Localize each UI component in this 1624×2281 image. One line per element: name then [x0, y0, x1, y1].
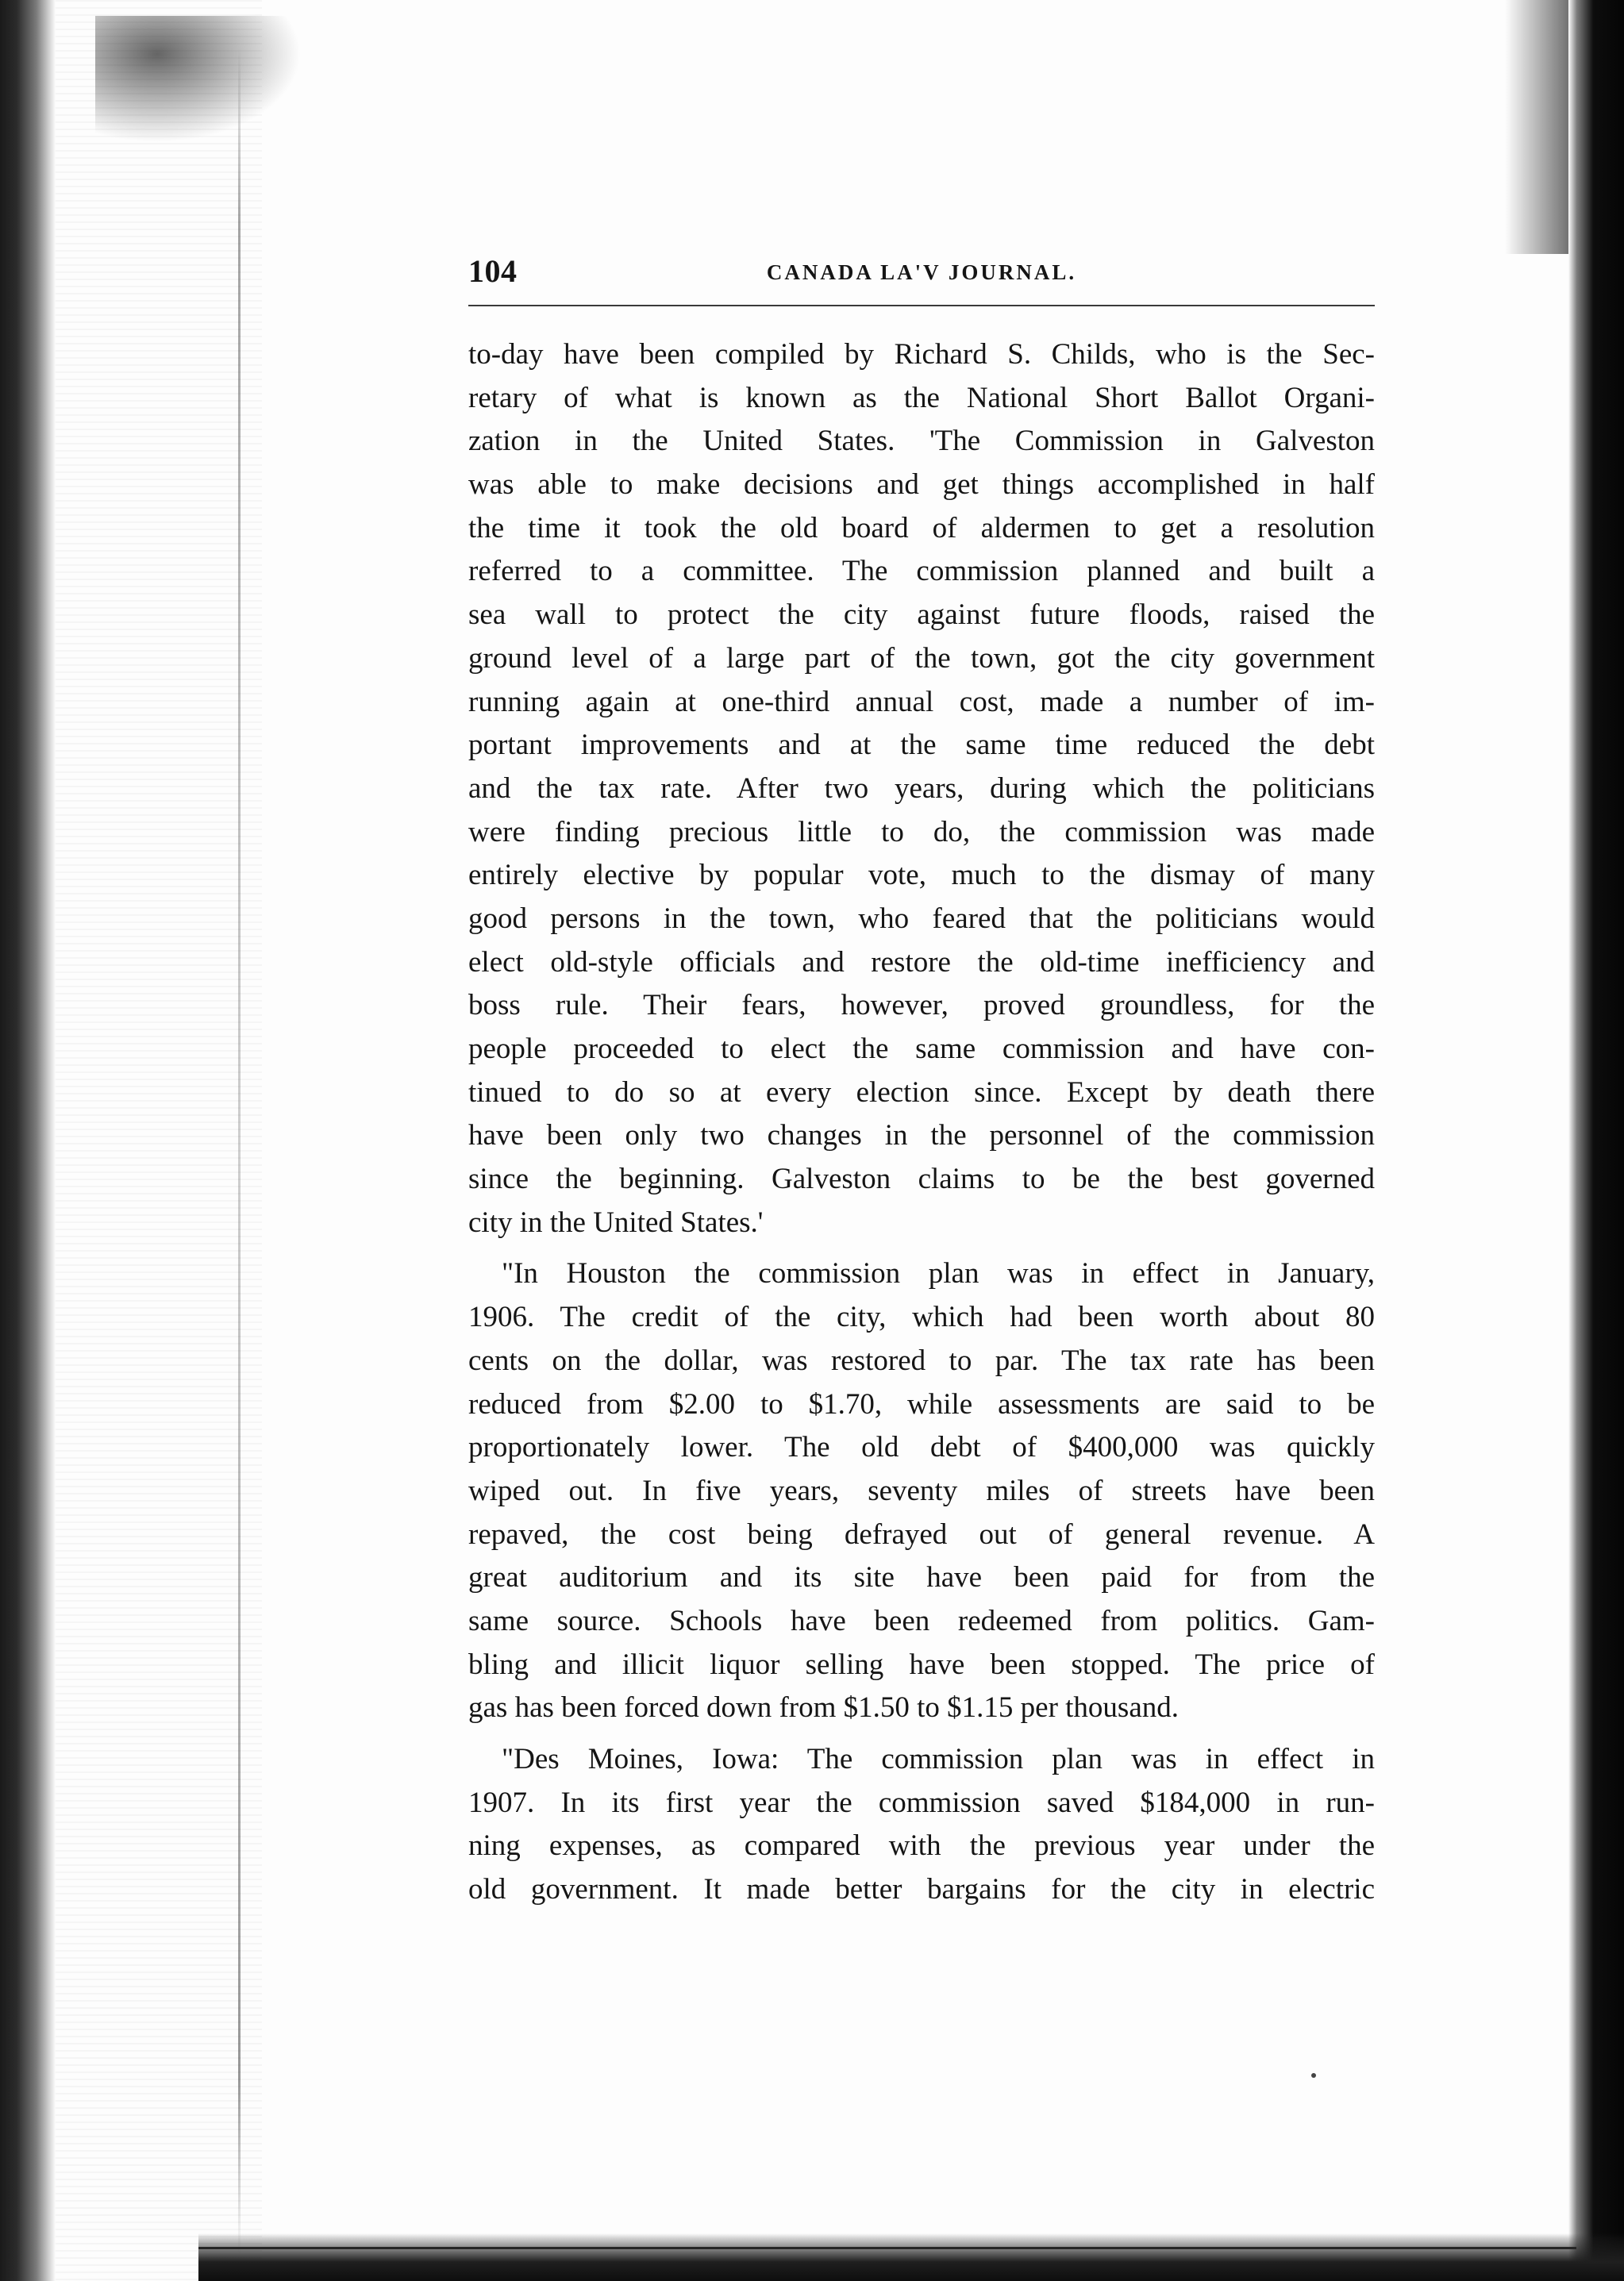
text-line: entirely elective by popular vote, much to the dismay of many	[468, 859, 1375, 892]
text-line: running again at one-third annual cost, made a number of im-	[468, 685, 1375, 718]
text-line: portant improvements and at the same time reduced the debt	[468, 729, 1375, 762]
journal-title: CANADA LA'V JOURNAL.	[766, 260, 1077, 284]
text-line: proportionately lower. The old debt of $400,000 was quickly	[468, 1431, 1375, 1464]
bottom-edge-shadow	[198, 2233, 1624, 2281]
text-line: have been only two changes in the personnel of the commission	[468, 1119, 1375, 1152]
text-line: boss rule. Their fears, however, proved groundless, for the	[468, 989, 1375, 1022]
text-line: and the tax rate. After two years, during which the politicians	[468, 771, 1375, 805]
text-line: city in the United States.'	[468, 1206, 764, 1239]
page-edge-shadow	[1568, 0, 1624, 2281]
text-line: the time it took the old board of aldermen to get a resolution	[468, 511, 1375, 544]
text-line: to-day have been compiled by Richard S. Childs, who is the Sec-	[468, 338, 1375, 371]
text-line: ground level of a large part of the town, got the city government	[468, 641, 1375, 675]
text-line: great auditorium and its site have been paid for from the	[468, 1561, 1375, 1594]
margin-line	[238, 48, 241, 2254]
ink-speck	[1311, 2073, 1316, 2078]
text-line: same source. Schools have been redeemed from politics. Gam-	[468, 1604, 1375, 1637]
text-line: wiped out. In five years, seventy miles of streets have been	[468, 1474, 1375, 1507]
running-head	[468, 252, 1375, 302]
paragraph-gap	[468, 1730, 1375, 1738]
text-line: were finding precious little to do, the commission was made	[468, 815, 1375, 848]
paragraph-gap	[468, 1244, 1375, 1252]
binding-shadow	[0, 0, 56, 2281]
text-line: sea wall to protect the city against future floods, raised the	[468, 598, 1375, 632]
text-line: repaved, the cost being defrayed out of general revenue. A	[468, 1517, 1375, 1551]
scan-speckle	[56, 0, 262, 2281]
text-line: "In Houston the commission plan was in effect in January,	[502, 1257, 1375, 1291]
text-line: since the beginning. Galveston claims to be the best governed	[468, 1163, 1375, 1196]
text-line: bling and illicit liquor selling have been stopped. The price of	[468, 1648, 1375, 1681]
paragraph	[468, 1738, 1375, 1912]
scan-smudge	[95, 16, 302, 143]
text-line: retary of what is known as the National Short Ballot Organi-	[468, 381, 1375, 414]
text-line: zation in the United States. 'The Commission in Galveston	[468, 425, 1375, 458]
text-line: 1906. The credit of the city, which had been worth about 80	[468, 1301, 1375, 1334]
page-number: 104	[468, 253, 518, 289]
text-line: gas has been forced down from $1.50 to $1.15 per thousand.	[468, 1691, 1179, 1725]
text-line: elect old-style officials and restore the old-time inefficiency and	[468, 945, 1375, 979]
paragraph	[468, 333, 1375, 1244]
article-body	[468, 333, 1375, 1912]
page-fold-shadow	[1505, 0, 1568, 254]
paragraph	[468, 1252, 1375, 1730]
text-line: "Des Moines, Iowa: The commission plan was in effect in	[502, 1743, 1375, 1775]
header-rule	[468, 305, 1375, 306]
text-line: good persons in the town, who feared that the politicians would	[468, 902, 1375, 935]
text-line: old government. It made better bargains for the city in electric	[468, 1873, 1375, 1906]
text-line: 1907. In its first year the commission saved $184,000 in run-	[468, 1786, 1375, 1819]
text-line: cents on the dollar, was restored to par. The tax rate has been	[468, 1344, 1375, 1377]
text-line: was able to make decisions and get things accomplished in half	[468, 468, 1375, 502]
text-line: referred to a committee. The commission planned and built a	[468, 555, 1375, 588]
text-line: ning expenses, as compared with the previous year under the	[468, 1829, 1375, 1863]
text-line: tinued to do so at every election since. Except by death there	[468, 1075, 1375, 1109]
text-line: reduced from $2.00 to $1.70, while assessments are said to be	[468, 1387, 1375, 1421]
text-line: people proceeded to elect the same commission and have con-	[468, 1033, 1375, 1065]
